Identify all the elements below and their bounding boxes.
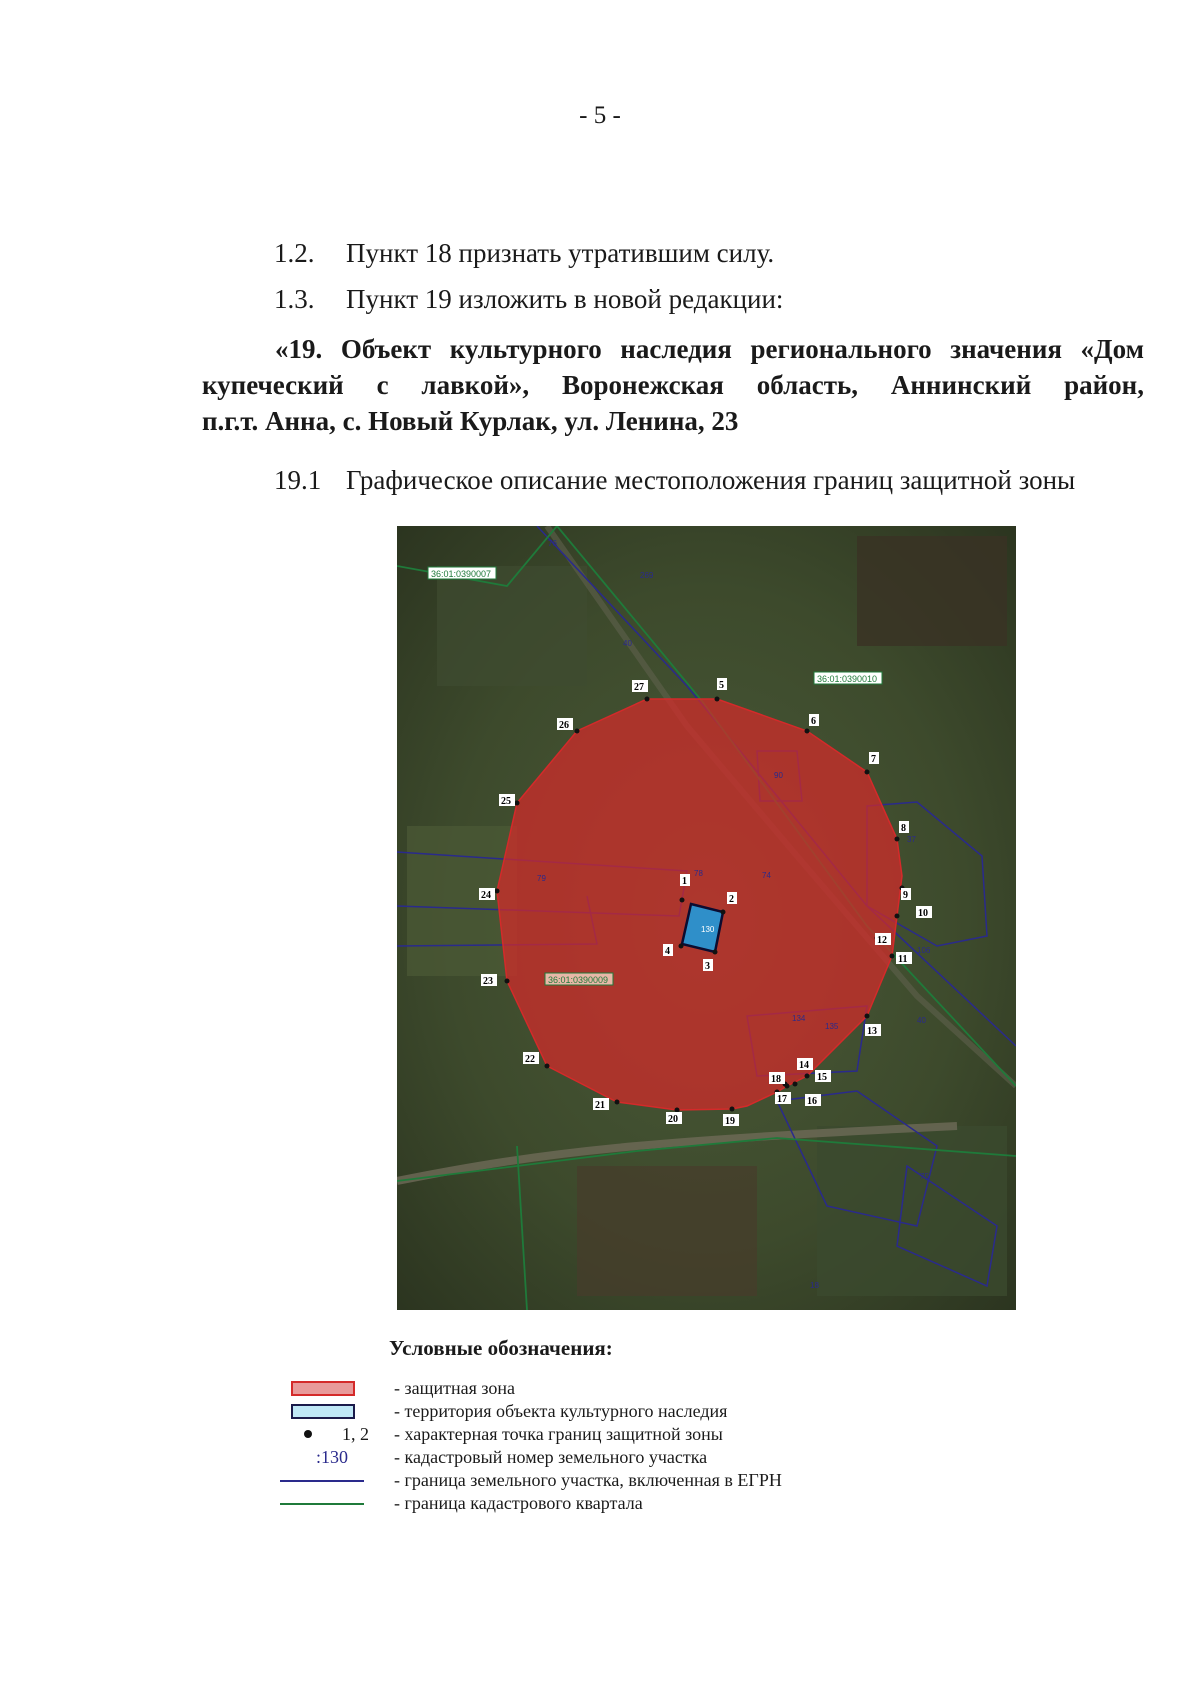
point-label: 18 [771, 1074, 781, 1085]
point-label: 14 [799, 1060, 809, 1071]
parcel-label: 79 [537, 874, 546, 883]
boundary-point [793, 1082, 798, 1087]
point-label: 15 [817, 1072, 827, 1083]
boundary-point [721, 910, 726, 915]
parcel-label: 78 [694, 869, 703, 878]
point-label: 12 [877, 935, 887, 946]
boundary-point [545, 1064, 550, 1069]
point-label: 13 [867, 1026, 877, 1037]
field-patch [577, 1166, 757, 1296]
point-label: 2 [729, 894, 734, 905]
heading-line-1: «19. Объект культурного наследия регионального значения «Дом [275, 334, 1144, 364]
item-1-2-text: Пункт 18 признать утратившим силу. [346, 238, 775, 268]
point-label: 20 [668, 1114, 678, 1125]
point-label: 22 [525, 1054, 535, 1065]
boundary-point [680, 898, 685, 903]
legend-cadastral-text: - кадастровый номер земельного участка [394, 1447, 708, 1467]
page-number: - 5 - [579, 102, 621, 129]
legend-parcel-text: - граница земельного участка, включенная в ЕГРН [394, 1470, 782, 1490]
parcel-label: 37 [907, 835, 916, 844]
point-label: 25 [501, 796, 511, 807]
legend-point-dot [304, 1430, 312, 1438]
point-label: 21 [595, 1100, 605, 1111]
parcel-label: 40 [917, 1016, 926, 1025]
point-label: 11 [898, 954, 908, 965]
field-patch [437, 566, 587, 686]
point-label: 26 [559, 720, 569, 731]
quarter-label-0390007: 36:01:0390007 [431, 569, 492, 579]
subheading-number: 19.1 [274, 465, 322, 495]
boundary-point [615, 1100, 620, 1105]
point-label: 7 [871, 754, 876, 765]
legend-zone-text: - защитная зона [394, 1378, 515, 1398]
boundary-point [895, 914, 900, 919]
boundary-point [713, 950, 718, 955]
field-patch [817, 1126, 1007, 1296]
boundary-point [715, 697, 720, 702]
parcel-label: 130 [701, 925, 715, 934]
boundary-point [805, 729, 810, 734]
parcel-label: 135 [825, 1022, 839, 1031]
boundary-point [890, 954, 895, 959]
parcel-label: 269 [640, 571, 654, 580]
protection-zone-map [397, 526, 1016, 1310]
parcel-label: 40 [623, 639, 632, 648]
point-label: 3 [705, 961, 710, 972]
point-label: 17 [777, 1094, 787, 1105]
legend-object-text: - территория объекта культурного наследия [394, 1401, 728, 1421]
legend-parcel-line [280, 1480, 364, 1482]
parcel-label: 18 [810, 1281, 819, 1290]
point-label: 23 [483, 976, 493, 987]
boundary-point [805, 1074, 810, 1079]
heading-line-2: купеческий с лавкой», Воронежская область, Аннинский район, [202, 370, 1144, 400]
item-1-2-number: 1.2. [274, 238, 315, 268]
boundary-point [730, 1107, 735, 1112]
parcel-label: 75 [920, 1172, 929, 1181]
boundary-point [895, 837, 900, 842]
legend-quarter-line [280, 1503, 364, 1505]
point-label: 16 [807, 1096, 817, 1107]
legend-title: Условные обозначения: [389, 1336, 613, 1360]
quarter-label-0390009: 36:01:0390009 [548, 975, 609, 985]
boundary-point [675, 1108, 680, 1113]
parcel-label: 106 [917, 946, 931, 955]
legend-swatch-zone [291, 1381, 355, 1396]
field-patch [857, 536, 1007, 646]
point-label: 10 [918, 908, 928, 919]
point-label: 4 [665, 946, 670, 957]
boundary-point [865, 770, 870, 775]
legend-swatch-object [291, 1404, 355, 1419]
legend-point-text: - характерная точка границ защитной зоны [394, 1424, 723, 1444]
boundary-point [575, 729, 580, 734]
point-label: 5 [719, 680, 724, 691]
point-label: 9 [903, 890, 908, 901]
parcel-label: 134 [792, 1014, 806, 1023]
boundary-point [865, 1014, 870, 1019]
parcel-label: 74 [762, 871, 771, 880]
parcel-label: 76 [548, 539, 557, 548]
point-label: 27 [634, 682, 644, 693]
item-1-3-text: Пункт 19 изложить в новой редакции: [346, 284, 784, 314]
parcel-label: 90 [774, 771, 783, 780]
point-label: 24 [481, 890, 491, 901]
subheading-text: Графическое описание местоположения границ защитной зоны [346, 465, 1076, 495]
point-label: 1 [682, 876, 687, 887]
point-label: 19 [725, 1116, 735, 1127]
point-label: 8 [901, 823, 906, 834]
heading-line-3: п.г.т. Анна, с. Новый Курлак, ул. Ленина, 23 [202, 406, 739, 436]
boundary-point [679, 944, 684, 949]
item-1-3-number: 1.3. [274, 284, 315, 314]
boundary-point [645, 697, 650, 702]
legend-quarter-text: - граница кадастрового квартала [394, 1493, 643, 1513]
point-label: 6 [811, 716, 816, 727]
boundary-point [495, 889, 500, 894]
legend-point-symbol: 1, 2 [342, 1424, 369, 1444]
legend-cadastral-symbol: :130 [316, 1447, 349, 1467]
boundary-point [515, 801, 520, 806]
quarter-label-0390010: 36:01:0390010 [817, 674, 878, 684]
boundary-point [505, 979, 510, 984]
